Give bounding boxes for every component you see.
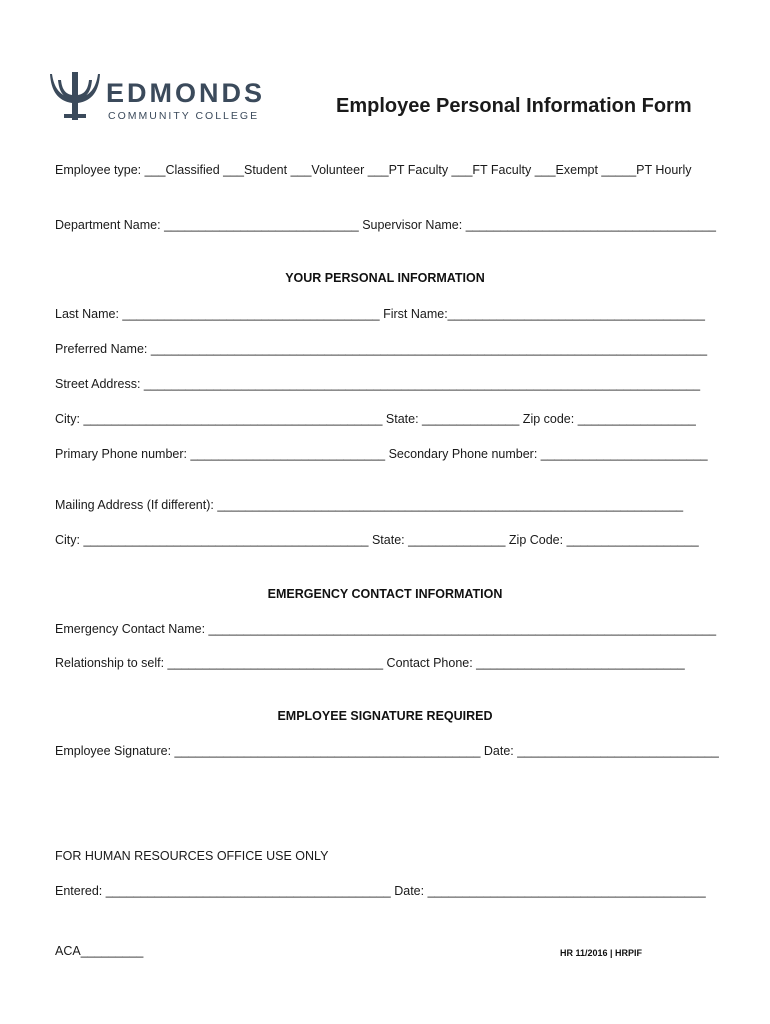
department-supervisor-field[interactable]: Department Name: ____________________________ Supervisor Name: ____________________________________ bbox=[55, 218, 716, 232]
mailing-city-field[interactable]: City: _________________________________________ State: ______________ Zip Code: ___________________ bbox=[55, 533, 699, 547]
city-state-zip-field[interactable]: City: ___________________________________________ State: ______________ Zip code: _________________ bbox=[55, 412, 696, 426]
form-title: Employee Personal Information Form bbox=[336, 95, 692, 117]
emergency-contact-heading: EMERGENCY CONTACT INFORMATION bbox=[267, 587, 503, 601]
employee-signature-field[interactable]: Employee Signature: ____________________________________________ Date: _____________________________ bbox=[55, 744, 719, 758]
entered-date-field[interactable]: Entered: _________________________________________ Date: ________________________________________ bbox=[55, 884, 706, 898]
emergency-contact-name-field[interactable]: Emergency Contact Name: _________________________________________________________________________ bbox=[55, 622, 717, 636]
phone-field[interactable]: Primary Phone number: ____________________________ Secondary Phone number: ________________________ bbox=[55, 447, 708, 461]
relationship-phone-field[interactable]: Relationship to self: _______________________________ Contact Phone: ______________________________ bbox=[55, 656, 685, 670]
logo-subtitle: COMMUNITY COLLEGE bbox=[108, 110, 260, 122]
mailing-address-field[interactable]: Mailing Address (If different): ___________________________________________________________________ bbox=[55, 498, 684, 512]
signature-heading: EMPLOYEE SIGNATURE REQUIRED bbox=[277, 709, 493, 723]
preferred-name-field[interactable]: Preferred Name: ________________________________________________________________________________ bbox=[55, 342, 708, 356]
personal-info-heading: YOUR PERSONAL INFORMATION bbox=[285, 271, 485, 285]
form-code: HR 11/2016 | HRPIF bbox=[560, 948, 643, 958]
trident-icon bbox=[50, 70, 100, 122]
name-field[interactable]: Last Name: _____________________________________ First Name:_____________________________________ bbox=[55, 307, 705, 321]
hr-office-heading: FOR HUMAN RESOURCES OFFICE USE ONLY bbox=[55, 849, 329, 863]
aca-field[interactable]: ACA_________ bbox=[55, 944, 144, 958]
logo-wordmark: EDMONDS bbox=[106, 78, 266, 108]
college-logo bbox=[50, 70, 290, 125]
employee-type-field[interactable]: Employee type: ___Classified ___Student ___Volunteer ___PT Faculty ___FT Faculty ___Exempt _____PT Hourly bbox=[55, 163, 692, 177]
street-address-field[interactable]: Street Address: ________________________________________________________________________________ bbox=[55, 377, 701, 391]
